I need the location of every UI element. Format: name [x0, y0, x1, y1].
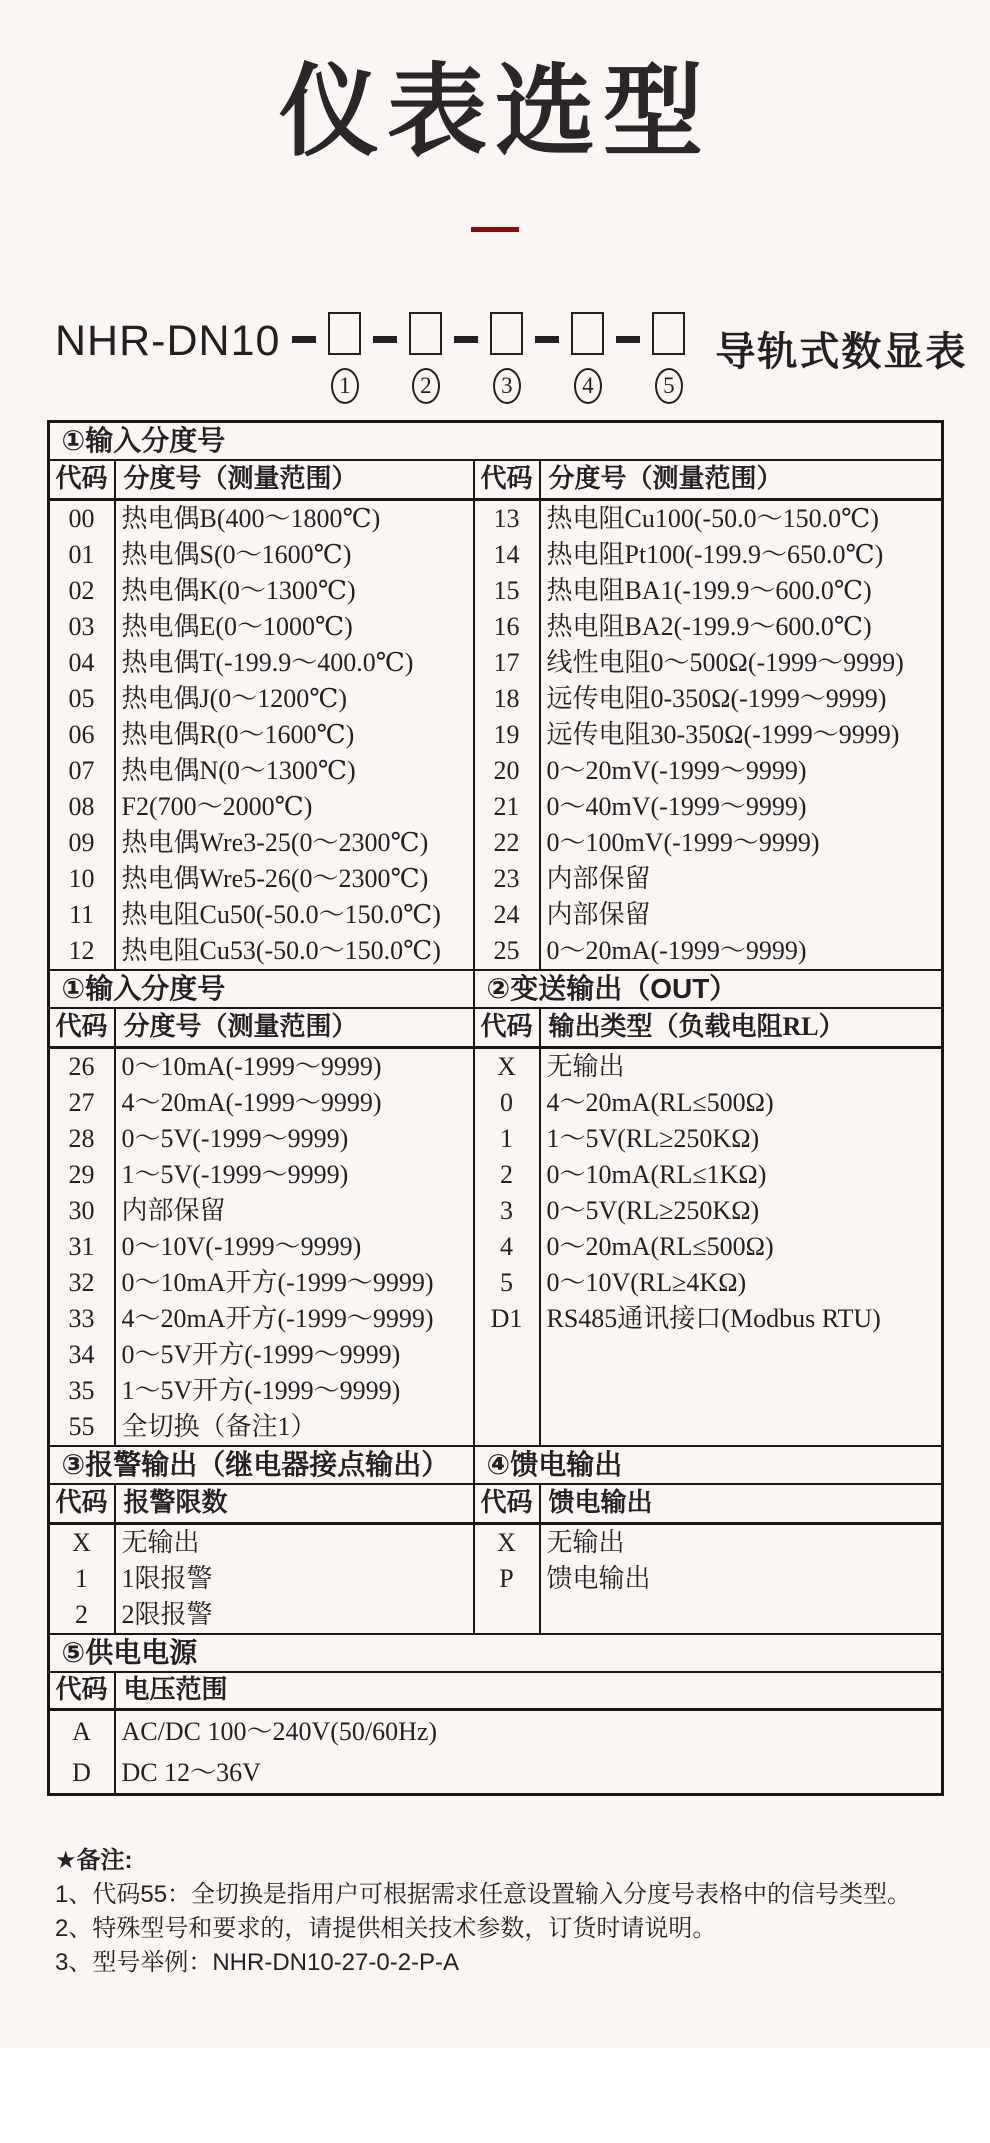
- section-feed-output-table: [475, 1447, 941, 1633]
- code-cell: P: [499, 1564, 514, 1593]
- spec-cell: 热电阻Cu50(-50.0～150.0℃): [121, 900, 441, 929]
- code-column-header: 代码: [475, 1009, 539, 1049]
- spec-cell: 0～10mA(-1999～9999): [121, 1052, 382, 1081]
- spec-cell: 内部保留: [121, 1196, 226, 1225]
- title-accent-dash: [471, 227, 519, 232]
- spec-cell: 线性电阻0～500Ω(-1999～9999): [546, 648, 904, 677]
- label-column-header: 电压范围: [116, 1673, 941, 1711]
- model-position-group: [361, 312, 442, 404]
- remarks-block: [55, 1844, 990, 1980]
- spec-cell: 热电偶Wre5-26(0～2300℃): [121, 864, 429, 893]
- code-cell: 31: [68, 1232, 95, 1261]
- dash-separator: [454, 336, 478, 343]
- dash-separator: [373, 336, 397, 343]
- code-cell: D: [72, 1758, 91, 1787]
- section-input-graduation-1: [50, 423, 941, 969]
- code-column-header: 代码: [50, 1009, 114, 1049]
- spec-cell: 热电阻Cu53(-50.0～150.0℃): [121, 936, 441, 965]
- spec-cell: DC 12～36V: [121, 1758, 261, 1787]
- section-2-left-title: ①输入分度号: [50, 971, 473, 1009]
- spec-cell: 馈电输出: [546, 1564, 651, 1593]
- model-option-box: [409, 312, 442, 355]
- spec-cell: 远传电阻0-350Ω(-1999～9999): [546, 684, 887, 713]
- code-cell: 15: [493, 576, 520, 605]
- position-circled-number: 3: [493, 368, 521, 404]
- code-cell: 11: [68, 900, 95, 929]
- code-cell: 13: [493, 504, 520, 533]
- section-alarm-and-feed-output: [50, 1445, 941, 1633]
- column-filler: [541, 1597, 941, 1633]
- section-1-right-table: [475, 461, 941, 969]
- spec-cell: 0～20mA(RL≤500Ω): [546, 1232, 774, 1261]
- spec-cell: 热电偶K(0～1300℃): [121, 576, 356, 605]
- spec-cell: 内部保留: [546, 900, 651, 929]
- code-cell: 32: [68, 1268, 95, 1297]
- code-column-header: 代码: [50, 461, 114, 501]
- code-cell: 09: [68, 828, 95, 857]
- model-prefix: NHR-DN10: [55, 317, 281, 365]
- code-cell: 0: [500, 1088, 513, 1117]
- remark-item: 2、特殊型号和要求的，请提供相关技术参数，订货时请说明。: [55, 1915, 717, 1942]
- spec-cell: 热电阻Cu100(-50.0～150.0℃): [546, 504, 879, 533]
- spec-cell: 热电阻Pt100(-199.9～650.0℃): [546, 540, 884, 569]
- code-cell: 28: [68, 1124, 95, 1153]
- spec-cell: 无输出: [546, 1528, 625, 1557]
- code-cell: 20: [493, 756, 520, 785]
- column-filler: [541, 1337, 941, 1445]
- dash-separator: [616, 336, 640, 343]
- spec-cell: 0～10mA开方(-1999～9999): [121, 1268, 434, 1297]
- label-column-header: 分度号（测量范围）: [541, 461, 941, 501]
- code-cell: 16: [493, 612, 520, 641]
- code-cell: 30: [68, 1196, 95, 1225]
- code-column-header: 代码: [50, 1485, 114, 1525]
- section-input-graduation-2-and-output: [50, 969, 941, 1445]
- code-cell: 01: [68, 540, 95, 569]
- code-cell: 08: [68, 792, 95, 821]
- code-cell: 1: [75, 1564, 88, 1593]
- spec-cell: 热电偶E(0～1000℃): [121, 612, 353, 641]
- spec-cell: 0～100mV(-1999～9999): [546, 828, 820, 857]
- code-cell: 33: [68, 1304, 95, 1333]
- code-cell: 3: [500, 1196, 513, 1225]
- code-cell: 02: [68, 576, 95, 605]
- spec-cell: 热电偶Wre3-25(0～2300℃): [121, 828, 429, 857]
- spec-cell: 无输出: [546, 1052, 625, 1081]
- label-column-header: 输出类型（负载电阻RL）: [541, 1009, 941, 1049]
- position-circled-number: 1: [331, 368, 359, 404]
- code-cell: 55: [68, 1412, 95, 1441]
- code-cell: X: [497, 1528, 516, 1557]
- code-cell: 12: [68, 936, 95, 965]
- code-cell: 24: [493, 900, 520, 929]
- code-cell: 26: [68, 1052, 95, 1081]
- code-cell: 35: [68, 1376, 95, 1405]
- spec-cell: 0～5V(RL≥250KΩ): [546, 1196, 760, 1225]
- section-power-supply-title: ⑤供电电源: [50, 1635, 941, 1673]
- code-cell: 2: [75, 1600, 88, 1629]
- code-cell: 05: [68, 684, 95, 713]
- dash-separator: [535, 336, 559, 343]
- code-cell: 5: [500, 1268, 513, 1297]
- label-column-header: 馈电输出: [541, 1485, 941, 1525]
- column-filler: [475, 1597, 539, 1633]
- model-position-group: [604, 312, 685, 404]
- code-cell: 04: [68, 648, 95, 677]
- spec-cell: 0～10V(RL≥4KΩ): [546, 1268, 747, 1297]
- code-cell: 18: [493, 684, 520, 713]
- code-cell: 06: [68, 720, 95, 749]
- remarks-header: ★备注:: [55, 1847, 133, 1874]
- code-cell: 21: [493, 792, 520, 821]
- label-column-header: 报警限数: [116, 1485, 473, 1525]
- code-cell: 4: [500, 1232, 513, 1261]
- spec-cell: 热电偶S(0～1600℃): [121, 540, 352, 569]
- section-transmit-output-title: ②变送输出（OUT）: [475, 971, 941, 1009]
- spec-cell: 1～5V(-1999～9999): [121, 1160, 349, 1189]
- spec-cell: 热电偶T(-199.9～400.0℃): [121, 648, 414, 677]
- code-cell: 22: [493, 828, 520, 857]
- spec-cell: F2(700～2000℃): [121, 792, 313, 821]
- section-alarm-output-title: ③报警输出（继电器接点输出）: [50, 1447, 473, 1485]
- code-cell: 25: [493, 936, 520, 965]
- section-1-title: ①输入分度号: [50, 423, 941, 461]
- spec-cell: 热电偶N(0～1300℃): [121, 756, 356, 785]
- position-circled-number: 5: [655, 368, 683, 404]
- spec-cell: 2限报警: [121, 1600, 213, 1629]
- model-option-box: [571, 312, 604, 355]
- model-position-group: [442, 312, 523, 404]
- code-cell: 03: [68, 612, 95, 641]
- spec-cell: 1～5V开方(-1999～9999): [121, 1376, 401, 1405]
- code-cell: 17: [493, 648, 520, 677]
- code-cell: D1: [490, 1304, 523, 1333]
- position-circled-number: 2: [412, 368, 440, 404]
- spec-cell: 热电偶R(0～1600℃): [121, 720, 355, 749]
- dash-separator: [292, 336, 316, 343]
- spec-cell: 0～40mV(-1999～9999): [546, 792, 807, 821]
- bottom-margin: [0, 2048, 990, 2143]
- code-cell: 1: [500, 1124, 513, 1153]
- spec-cell: RS485通讯接口(Modbus RTU): [546, 1304, 881, 1333]
- code-cell: 14: [493, 540, 520, 569]
- spec-cell: 0～5V(-1999～9999): [121, 1124, 349, 1153]
- code-cell: 27: [68, 1088, 95, 1117]
- spec-cell: 全切换（备注1）: [121, 1412, 317, 1441]
- model-position-group: [523, 312, 604, 404]
- section-alarm-output-table: [50, 1447, 475, 1633]
- code-cell: X: [72, 1528, 91, 1557]
- section-transmit-output-table: [475, 971, 941, 1445]
- code-column-header: 代码: [475, 1485, 539, 1525]
- spec-cell: 4～20mA(-1999～9999): [121, 1088, 382, 1117]
- code-cell: X: [497, 1052, 516, 1081]
- section-feed-output-title: ④馈电输出: [475, 1447, 941, 1485]
- spec-cell: 热电偶J(0～1200℃): [121, 684, 348, 713]
- spec-cell: 0～10mA(RL≤1KΩ): [546, 1160, 767, 1189]
- spec-cell: 4～20mA开方(-1999～9999): [121, 1304, 434, 1333]
- spec-cell: 热电偶B(400～1800℃): [121, 504, 381, 533]
- spec-cell: 内部保留: [546, 864, 651, 893]
- spec-cell: 热电阻BA2(-199.9～600.0℃): [546, 612, 872, 641]
- label-column-header: 分度号（测量范围）: [116, 1009, 473, 1049]
- position-circled-number: 4: [574, 368, 602, 404]
- model-option-box: [490, 312, 523, 355]
- spec-cell: 4～20mA(RL≤500Ω): [546, 1088, 774, 1117]
- remark-item: 3、型号举例：NHR-DN10-27-0-2-P-A: [55, 1949, 460, 1976]
- code-cell: 29: [68, 1160, 95, 1189]
- model-option-box: [328, 312, 361, 355]
- remark-item: 1、代码55：全切换是指用户可根据需求任意设置输入分度号表格中的信号类型。: [55, 1881, 912, 1908]
- code-cell: 23: [493, 864, 520, 893]
- page-title: 仪表选型: [279, 56, 711, 168]
- code-cell: 07: [68, 756, 95, 785]
- spec-cell: 1～5V(RL≥250KΩ): [546, 1124, 760, 1153]
- selection-table: [47, 420, 944, 1796]
- product-type-label: 导轨式数显表: [715, 330, 968, 374]
- code-column-header: 代码: [475, 461, 539, 501]
- spec-cell: 远传电阻30-350Ω(-1999～9999): [546, 720, 900, 749]
- spec-cell: 无输出: [121, 1528, 200, 1557]
- column-filler: [475, 1337, 539, 1445]
- spec-cell: AC/DC 100～240V(50/60Hz): [121, 1717, 438, 1746]
- model-option-box: [652, 312, 685, 355]
- spec-cell: 0～20mA(-1999～9999): [546, 936, 807, 965]
- spec-cell: 热电阻BA1(-199.9～600.0℃): [546, 576, 872, 605]
- code-cell: 00: [68, 504, 95, 533]
- model-ordering-code: [55, 312, 990, 404]
- model-position-group: [280, 312, 361, 404]
- section-2-left-table: [50, 971, 475, 1445]
- section-power-supply: [50, 1633, 941, 1793]
- spec-cell: 1限报警: [121, 1564, 213, 1593]
- spec-cell: 0～5V开方(-1999～9999): [121, 1340, 401, 1369]
- spec-cell: 0～10V(-1999～9999): [121, 1232, 362, 1261]
- spec-cell: 0～20mV(-1999～9999): [546, 756, 807, 785]
- code-cell: 10: [68, 864, 95, 893]
- section-1-left-table: [50, 461, 475, 969]
- code-cell: 34: [68, 1340, 95, 1369]
- code-column-header: 代码: [50, 1673, 114, 1711]
- code-cell: 2: [500, 1160, 513, 1189]
- code-cell: 19: [493, 720, 520, 749]
- label-column-header: 分度号（测量范围）: [116, 461, 473, 501]
- code-cell: A: [72, 1717, 91, 1746]
